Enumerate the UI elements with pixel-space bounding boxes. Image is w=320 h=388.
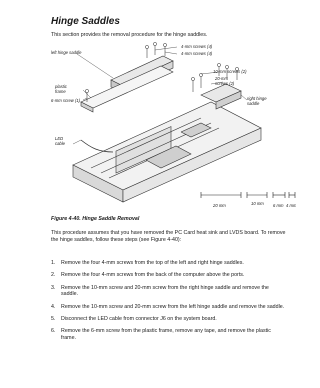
callout-20mm-screws-line2: screws (2) [215,81,235,86]
step-number: 1. [51,260,56,266]
callout-plastic-frame-line1: plastic [55,84,67,89]
callout-led-cable-line2: cable [55,141,66,146]
section-heading: Hinge Saddles [51,16,120,27]
callout-plastic-frame-line2: frame [55,89,66,94]
step-text: Remove the 10-mm screw and 20-mm screw from the left hinge saddle and remove the saddle. [61,303,285,310]
callout-right-hinge-saddle-line1: right hinge [247,96,267,101]
computer-base [73,102,261,202]
intro-paragraph: This section provides the removal procedure for the hinge saddles. [51,32,208,38]
step-item [51,316,286,323]
callout-left-hinge-saddle: left hinge saddle [51,50,82,55]
procedure-steps [51,260,286,347]
callout-10mm-screws: 10-mm screws (2) [213,69,247,74]
step-item [51,285,286,299]
step-number: 4. [51,303,56,310]
callout-plastic-frame [54,84,68,94]
step-item [51,272,286,279]
callout-led-cable-line1: LED [55,136,64,141]
callout-20mm-screws-line1: 20-mm [215,76,229,81]
exploded-diagram [51,40,296,215]
step-item [51,260,286,267]
screw-scale [201,192,295,198]
step-text: Remove the four 4-mm screws from the top of the left and right hinge saddles. [61,260,244,266]
scale-label-6mm: 6 mm [273,203,284,208]
callout-4mm-screws-back: 4-mm screws (4) [181,51,213,56]
callout-right-hinge-saddle [247,96,268,106]
step-number: 3. [51,284,56,291]
callout-led-cable [55,136,66,146]
step-text: Remove the 6-mm screw from the plastic frame, remove any tape, and remove the plastic frame. [61,328,271,342]
hinge-saddle-figure [51,40,296,215]
step-item [51,304,286,311]
step-item [51,328,286,342]
step-text: Remove the four 4-mm screws from the back of the computer above the ports. [61,272,245,279]
callout-4mm-screws-top: 4-mm screws (4) [181,44,213,49]
step-number: 2. [51,272,56,279]
step-text: Disconnect the LED cable from connector J6 on the system board. [61,315,217,322]
callout-right-hinge-saddle-line2: saddle [247,101,260,106]
figure-caption: Figure 4-40. Hinge Saddle Removal [51,216,140,222]
callout-6mm-screw: 6-mm screw (1) [51,98,81,103]
scale-label-4mm: 4 mm [286,203,296,208]
scale-label-10mm: 10 mm [251,201,264,206]
step-text: Remove the 10-mm screw and 20-mm screw from the right hinge saddle and remove the saddle. [61,284,269,298]
callout-20mm-screws [214,76,235,86]
step-number: 6. [51,328,56,335]
scale-label-20mm: 20 mm [213,203,226,208]
procedure-intro: This procedure assumes that you have removed the PC Card heat sink and LVDS board. To remove the hinge saddles, follow these steps (see Figure 4-40): [51,230,286,243]
step-number: 5. [51,315,56,322]
